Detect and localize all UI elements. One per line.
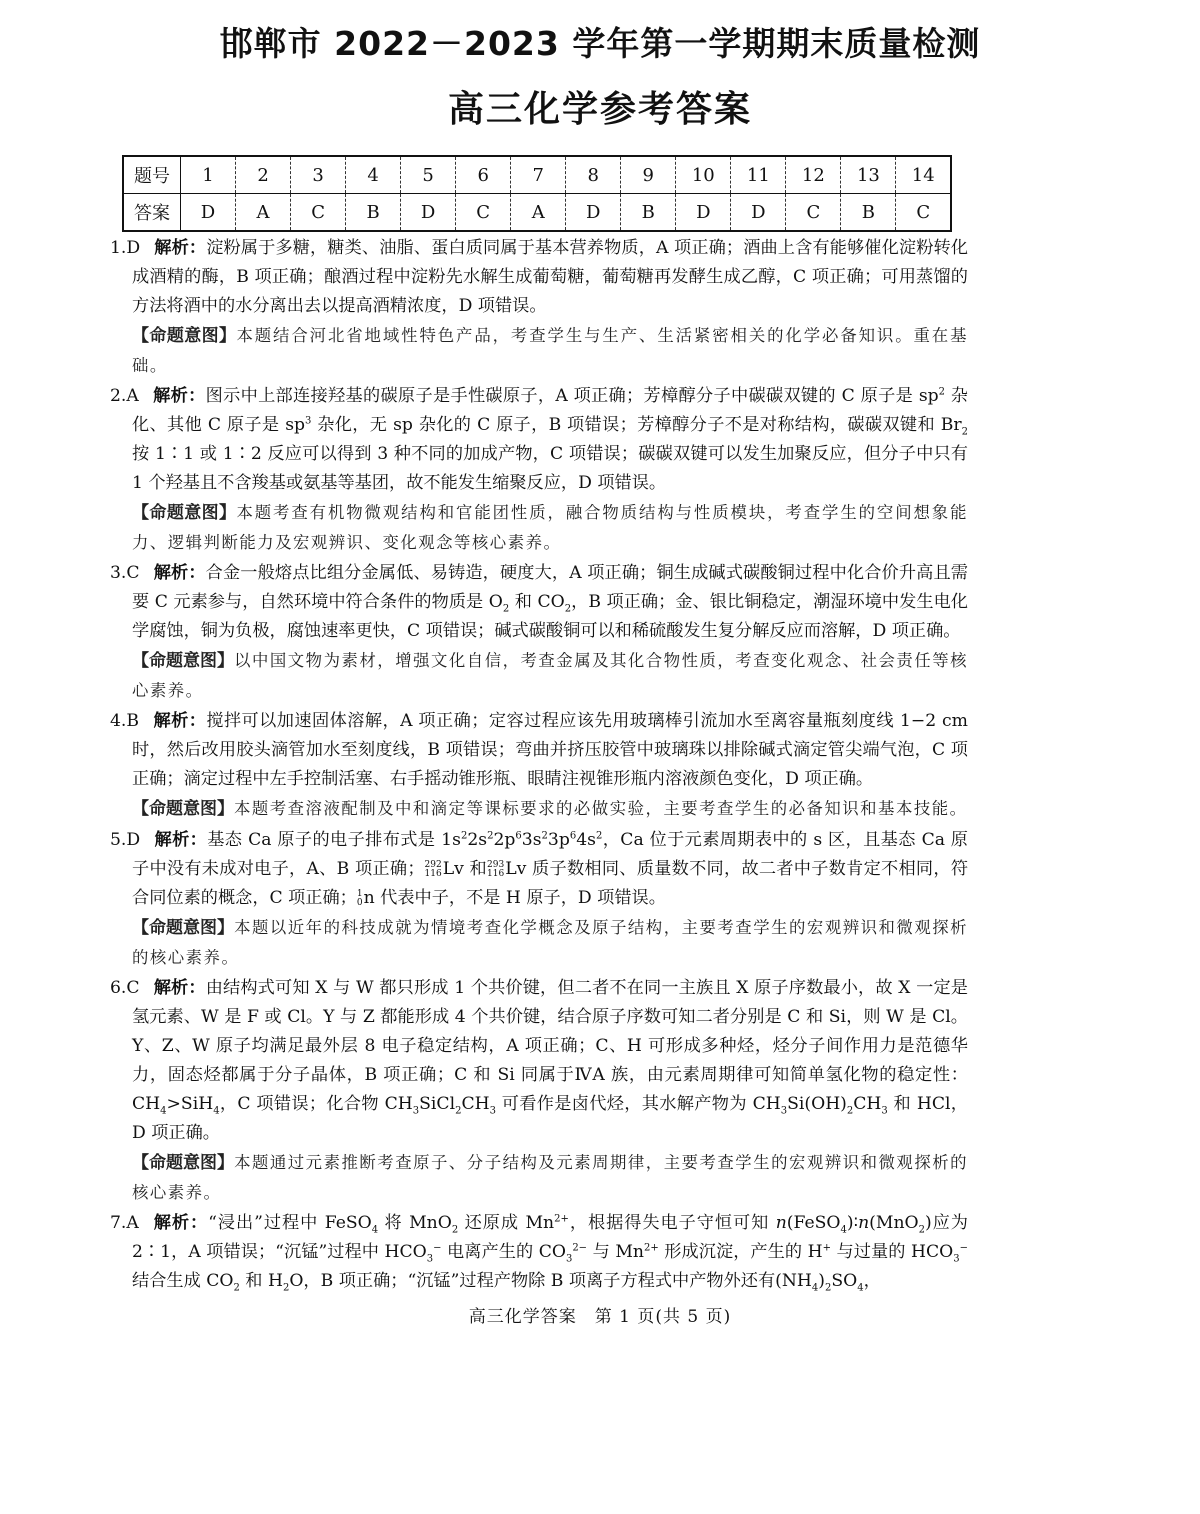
intent-text: 本题考查溶液配制及中和滴定等课标要求的必做实验，主要考查学生的必备知识和基本技能。 (234, 799, 968, 818)
analysis-text: 将 MnO (378, 1213, 452, 1233)
subscript: 3 (426, 1253, 434, 1265)
isotope-notation (357, 890, 363, 908)
analysis-text: 图示中上部连接羟基的碳原子是手性碳原子，A 项正确；芳樟醇分子中碳碳双键的 C 原子是 sp (205, 386, 939, 406)
subscript: 4 (811, 1282, 819, 1294)
question-5-intent (110, 913, 968, 972)
analysis-text: ，B 项正确；金、银比铜稳定，潮湿环境中发生电化学腐蚀，铜为负极，腐蚀速率更快，C 项错误；碱式碳酸铜可以和稀硫酸发生复分解反应而溶解，D 项正确。 (132, 592, 968, 641)
question-number-answer: 2.A (110, 386, 139, 406)
analysis-text: 还原成 Mn (458, 1213, 555, 1233)
intent-text: 以中国文物为素材，增强文化自信，考查金属及其化合物性质，考查变化观念、社会责任等核心素养。 (132, 651, 969, 700)
analysis-text: Si(OH) (787, 1094, 847, 1114)
analysis-label: 解析： (153, 563, 206, 583)
analysis-text: ，C 项错误；化合物 CH (219, 1094, 413, 1114)
mass-number: 292 (424, 859, 442, 870)
question-6-intent (110, 1148, 968, 1207)
answer-cell: A (236, 194, 291, 232)
atomic-number: 0 (356, 897, 363, 908)
analysis-label: 解析： (152, 1213, 209, 1233)
question-number-answer: 6.C (110, 978, 140, 998)
question-number: 8 (566, 156, 621, 194)
config-part: 3s (521, 830, 542, 850)
analysis-text: 合金一般熔点比组分金属低、易铸造，硬度大，A 项正确；铜生成碱式碳酸铜过程中化合价升高且需要 C 元素参与，自然环境中符合条件的物质是 O (132, 563, 968, 612)
question-3-intent (110, 646, 968, 705)
config-part: 2p (493, 830, 516, 850)
analysis-text: 淀粉属于多糖，糖类、油脂、蛋白质同属于基本营养物质，A 项正确；酒曲上含有能够催化淀粉转化成酒精的酶，B 项正确；酿酒过程中淀粉先水解生成葡萄糖，葡萄糖再发酵生成乙醇，C 项正确；可用蒸馏的方法将酒中的水分离出去以提高酒精浓度，D 项错误。 (132, 238, 968, 316)
subscript: 3 (565, 1253, 573, 1265)
superscript: 2 (596, 830, 603, 842)
subscript: 2 (961, 426, 968, 438)
question-number: 5 (401, 156, 456, 194)
analysis-text: 基态 Ca 原子的电子排布式是 1s (207, 830, 461, 850)
answer-cell: D (566, 194, 621, 232)
subscript: 4 (840, 1224, 847, 1236)
analysis-text: 搅拌可以加速固体溶解，A 项正确；定容过程应该先用玻璃棒引流加水至离容量瓶刻度线 1−2 cm 时，然后改用胶头滴管加水至刻度线，B 项错误；弯曲并挤压胶管中玻璃珠以排除碱式滴定管尖端气泡，C 项正确；滴定过程中左手控制活塞、右手摇动锥形瓶、眼睛注视锥形瓶内溶液颜色变化，D 项正确。 (132, 711, 968, 789)
intent-text: 本题考查有机物微观结构和官能团性质，融合物质结构与性质模块，考查学生的空间想象能力、逻辑判断能力及宏观辨识、变化观念等核心素养。 (132, 503, 969, 552)
page-footer: 高三化学答案 第 1 页(共 5 页) (468, 1307, 732, 1327)
analysis-text: ， (863, 1271, 881, 1291)
answer-cell: C (456, 194, 511, 232)
intent-text: 本题结合河北省地域性特色产品，考查学生与生产、生活紧密相关的化学必备知识。重在基础。 (132, 326, 969, 375)
analysis-text: 按 1∶1 或 1∶2 反应可以得到 3 种不同的加成产物，C 项错误；碳碳双键可以发生加聚反应，但分子中只有 1 个羟基且不含羧基或氨基等基团，故不能发生缩聚反应，D 项错误。 (132, 444, 968, 493)
intent-label: 【命题意图】 (132, 326, 237, 346)
subscript: 2 (233, 1282, 240, 1294)
superscript: 2 (460, 830, 468, 842)
atomic-number: 116 (424, 868, 442, 879)
answer-table (122, 155, 952, 232)
analysis-text: 可看作是卤代烃，其水解产物为 CH (495, 1094, 781, 1114)
question-1-analysis (110, 234, 968, 321)
answer-cell: C (786, 194, 841, 232)
question-number-answer: 3.C (110, 563, 140, 583)
isotope-notation (487, 861, 504, 879)
subscript: 2 (564, 603, 572, 615)
superscript: + (822, 1242, 832, 1254)
question-4-analysis (110, 707, 968, 794)
intent-label: 【命题意图】 (132, 799, 234, 819)
analysis-text: )∶ (846, 1213, 859, 1233)
analysis-label: 解析： (154, 830, 208, 850)
intent-label: 【命题意图】 (132, 503, 237, 523)
analysis-text: 和 HCl，D 项正确。 (132, 1094, 968, 1143)
superscript: − (959, 1242, 968, 1254)
mass-number: 1 (356, 888, 363, 899)
answer-cell: D (731, 194, 786, 232)
answer-cell: C (291, 194, 346, 232)
question-number: 13 (841, 156, 896, 194)
question-number-answer: 1.D (110, 238, 141, 258)
amount-symbol: n (775, 1213, 787, 1233)
amount-symbol: n (858, 1213, 870, 1233)
question-4-intent (110, 794, 968, 824)
analysis-label: 解析： (153, 978, 206, 998)
mass-number: 293 (487, 859, 505, 870)
superscript: 3 (305, 415, 312, 427)
question-number: 14 (896, 156, 951, 194)
answer-table-number-row (123, 156, 951, 194)
superscript: 2+ (554, 1213, 569, 1225)
analysis-text: SO (831, 1271, 858, 1291)
config-part: 3p (547, 830, 570, 850)
analysis-text: CH (461, 1094, 490, 1114)
superscript: 2− (572, 1242, 588, 1254)
subscript: 4 (160, 1105, 167, 1117)
analysis-text: SiCl (419, 1094, 456, 1114)
intent-label: 【命题意图】 (132, 918, 235, 938)
question-number: 2 (236, 156, 291, 194)
analysis-text: 和 CO (509, 592, 565, 612)
subscript: 3 (780, 1105, 788, 1117)
superscript: − (433, 1242, 442, 1254)
subscript: 2 (502, 603, 510, 615)
answer-cell: B (841, 194, 896, 232)
exam-title: 邯郸市 2022－2023 学年第一学期期末质量检测 (219, 24, 981, 63)
question-number-answer: 5.D (110, 830, 141, 850)
analysis-text: Lv 和 (442, 859, 488, 879)
analysis-text: (FeSO (786, 1213, 841, 1233)
question-number: 11 (731, 156, 786, 194)
analysis-text: n 代表中子，不是 H 原子，D 项错误。 (363, 888, 666, 908)
analysis-text: CH (853, 1094, 882, 1114)
intent-label: 【命题意图】 (132, 1153, 235, 1173)
analysis-text: >SiH (166, 1094, 214, 1114)
subscript: 3 (953, 1253, 960, 1265)
question-number: 3 (291, 156, 346, 194)
superscript: 2+ (644, 1242, 659, 1254)
subscript: 4 (213, 1105, 220, 1117)
subscript: 4 (857, 1282, 864, 1294)
analysis-text: ，Ca 位于元素周期表中的 s 区，且基态 Ca 原子中没有未成对电子，A、B 项正确； (132, 830, 968, 879)
question-6-analysis (110, 974, 968, 1148)
analysis-text: (MnO (869, 1213, 919, 1233)
superscript: 2 (487, 830, 494, 842)
exam-subtitle: 高三化学参考答案 (447, 89, 752, 130)
analysis-text: ) (818, 1271, 825, 1291)
row-header-answer: 答案 (123, 194, 181, 232)
subscript: 3 (881, 1105, 888, 1117)
analysis-text: 电离产生的 CO (441, 1242, 566, 1262)
analysis-text: 与过量的 HCO (831, 1242, 954, 1262)
analysis-label: 解析： (152, 386, 206, 406)
analysis-text: 和 H (239, 1271, 283, 1291)
subscript: 2 (451, 1224, 459, 1236)
analysis-text: O，B 项正确；“沉锰”过程产物除 B 项离子方程式中产物外还有(NH (289, 1271, 812, 1291)
answer-cell: B (621, 194, 676, 232)
answer-cell: C (896, 194, 951, 232)
question-1-intent (110, 321, 968, 380)
analysis-text: 与 Mn (587, 1242, 644, 1262)
analysis-text: 形成沉淀，产生的 H (658, 1242, 823, 1262)
question-2-analysis (110, 382, 968, 498)
config-part: 2s (467, 830, 488, 850)
analysis-text: )应为 2∶1，A 项错误；“沉锰”过程中 HCO (132, 1213, 968, 1262)
superscript: 2 (541, 830, 548, 842)
analysis-text: ，根据得失电子守恒可知 (568, 1213, 776, 1233)
question-number: 6 (456, 156, 511, 194)
subscript: 2 (918, 1224, 926, 1236)
subscript: 3 (489, 1105, 496, 1117)
question-2-intent (110, 498, 968, 557)
question-5-analysis (110, 826, 968, 913)
question-7-analysis (110, 1209, 968, 1296)
isotope-notation (425, 861, 442, 879)
superscript: 2 (938, 386, 946, 398)
superscript: 6 (569, 830, 577, 842)
question-number-answer: 7.A (110, 1213, 139, 1233)
question-3-analysis (110, 559, 968, 646)
analysis-text: 由结构式可知 X 与 W 都只形成 1 个共价键，但二者不在同一主族且 X 原子序数最小，故 X 一定是氢元素、W 是 F 或 Cl。Y 与 Z 都能形成 4 个共价键，结合原子序数可知二者分别是 C 和 Si，则 W 是 Cl。Y、Z、W 原子均满足最外层 8 电子稳定结构，A 项正确；C、H 可形成多种烃，烃分子间作用力是范德华力，固态烃都属于分子晶体，B 项正确；C 和 Si 同属于ⅣA 族，由元素周期律可知简单氢化物的稳定性：CH (132, 978, 968, 1114)
question-number: 4 (346, 156, 401, 194)
subscript: 2 (455, 1105, 462, 1117)
intent-label: 【命题意图】 (132, 651, 235, 671)
analysis-label: 解析： (153, 711, 207, 731)
analysis-text: 结合生成 CO (132, 1271, 234, 1291)
answer-cell: D (676, 194, 731, 232)
question-number-answer: 4.B (110, 711, 140, 731)
analysis-label: 解析： (154, 238, 207, 258)
analysis-text: Lv 质子数相同、质量数不同，故二者中子数肯定不相同，符合同位素的概念，C 项正确； (132, 859, 969, 908)
subscript: 2 (846, 1105, 854, 1117)
row-header-number: 题号 (123, 156, 181, 194)
analysis-text: 杂化，无 sp 杂化的 C 原子，B 项错误；芳樟醇分子不是对称结构，碳碳双键和 Br (311, 415, 962, 435)
question-number: 10 (676, 156, 731, 194)
subscript: 3 (412, 1105, 420, 1117)
answer-cell: D (401, 194, 456, 232)
intent-text: 本题通过元素推断考查原子、分子结构及元素周期律，主要考查学生的宏观辨识和微观探析的核心素养。 (132, 1153, 969, 1202)
analysis-text: “浸出”过程中 FeSO (208, 1213, 372, 1233)
question-number: 12 (786, 156, 841, 194)
question-number: 7 (511, 156, 566, 194)
config-part: 4s (576, 830, 597, 850)
intent-text: 本题以近年的科技成就为情境考查化学概念及原子结构，主要考查学生的宏观辨识和微观探析的核心素养。 (132, 918, 969, 967)
analysis-text: 杂化、其他 C 原子是 sp (132, 386, 968, 435)
subscript: 4 (371, 1224, 379, 1236)
answer-table-answer-row (123, 194, 951, 232)
question-number: 1 (181, 156, 236, 194)
answer-cell: D (181, 194, 236, 232)
question-number: 9 (621, 156, 676, 194)
answer-cell: A (511, 194, 566, 232)
superscript: 6 (515, 830, 522, 842)
subscript: 2 (824, 1282, 832, 1294)
atomic-number: 116 (487, 868, 505, 879)
explanations (110, 234, 968, 1296)
answer-cell: B (346, 194, 401, 232)
subscript: 2 (282, 1282, 290, 1294)
